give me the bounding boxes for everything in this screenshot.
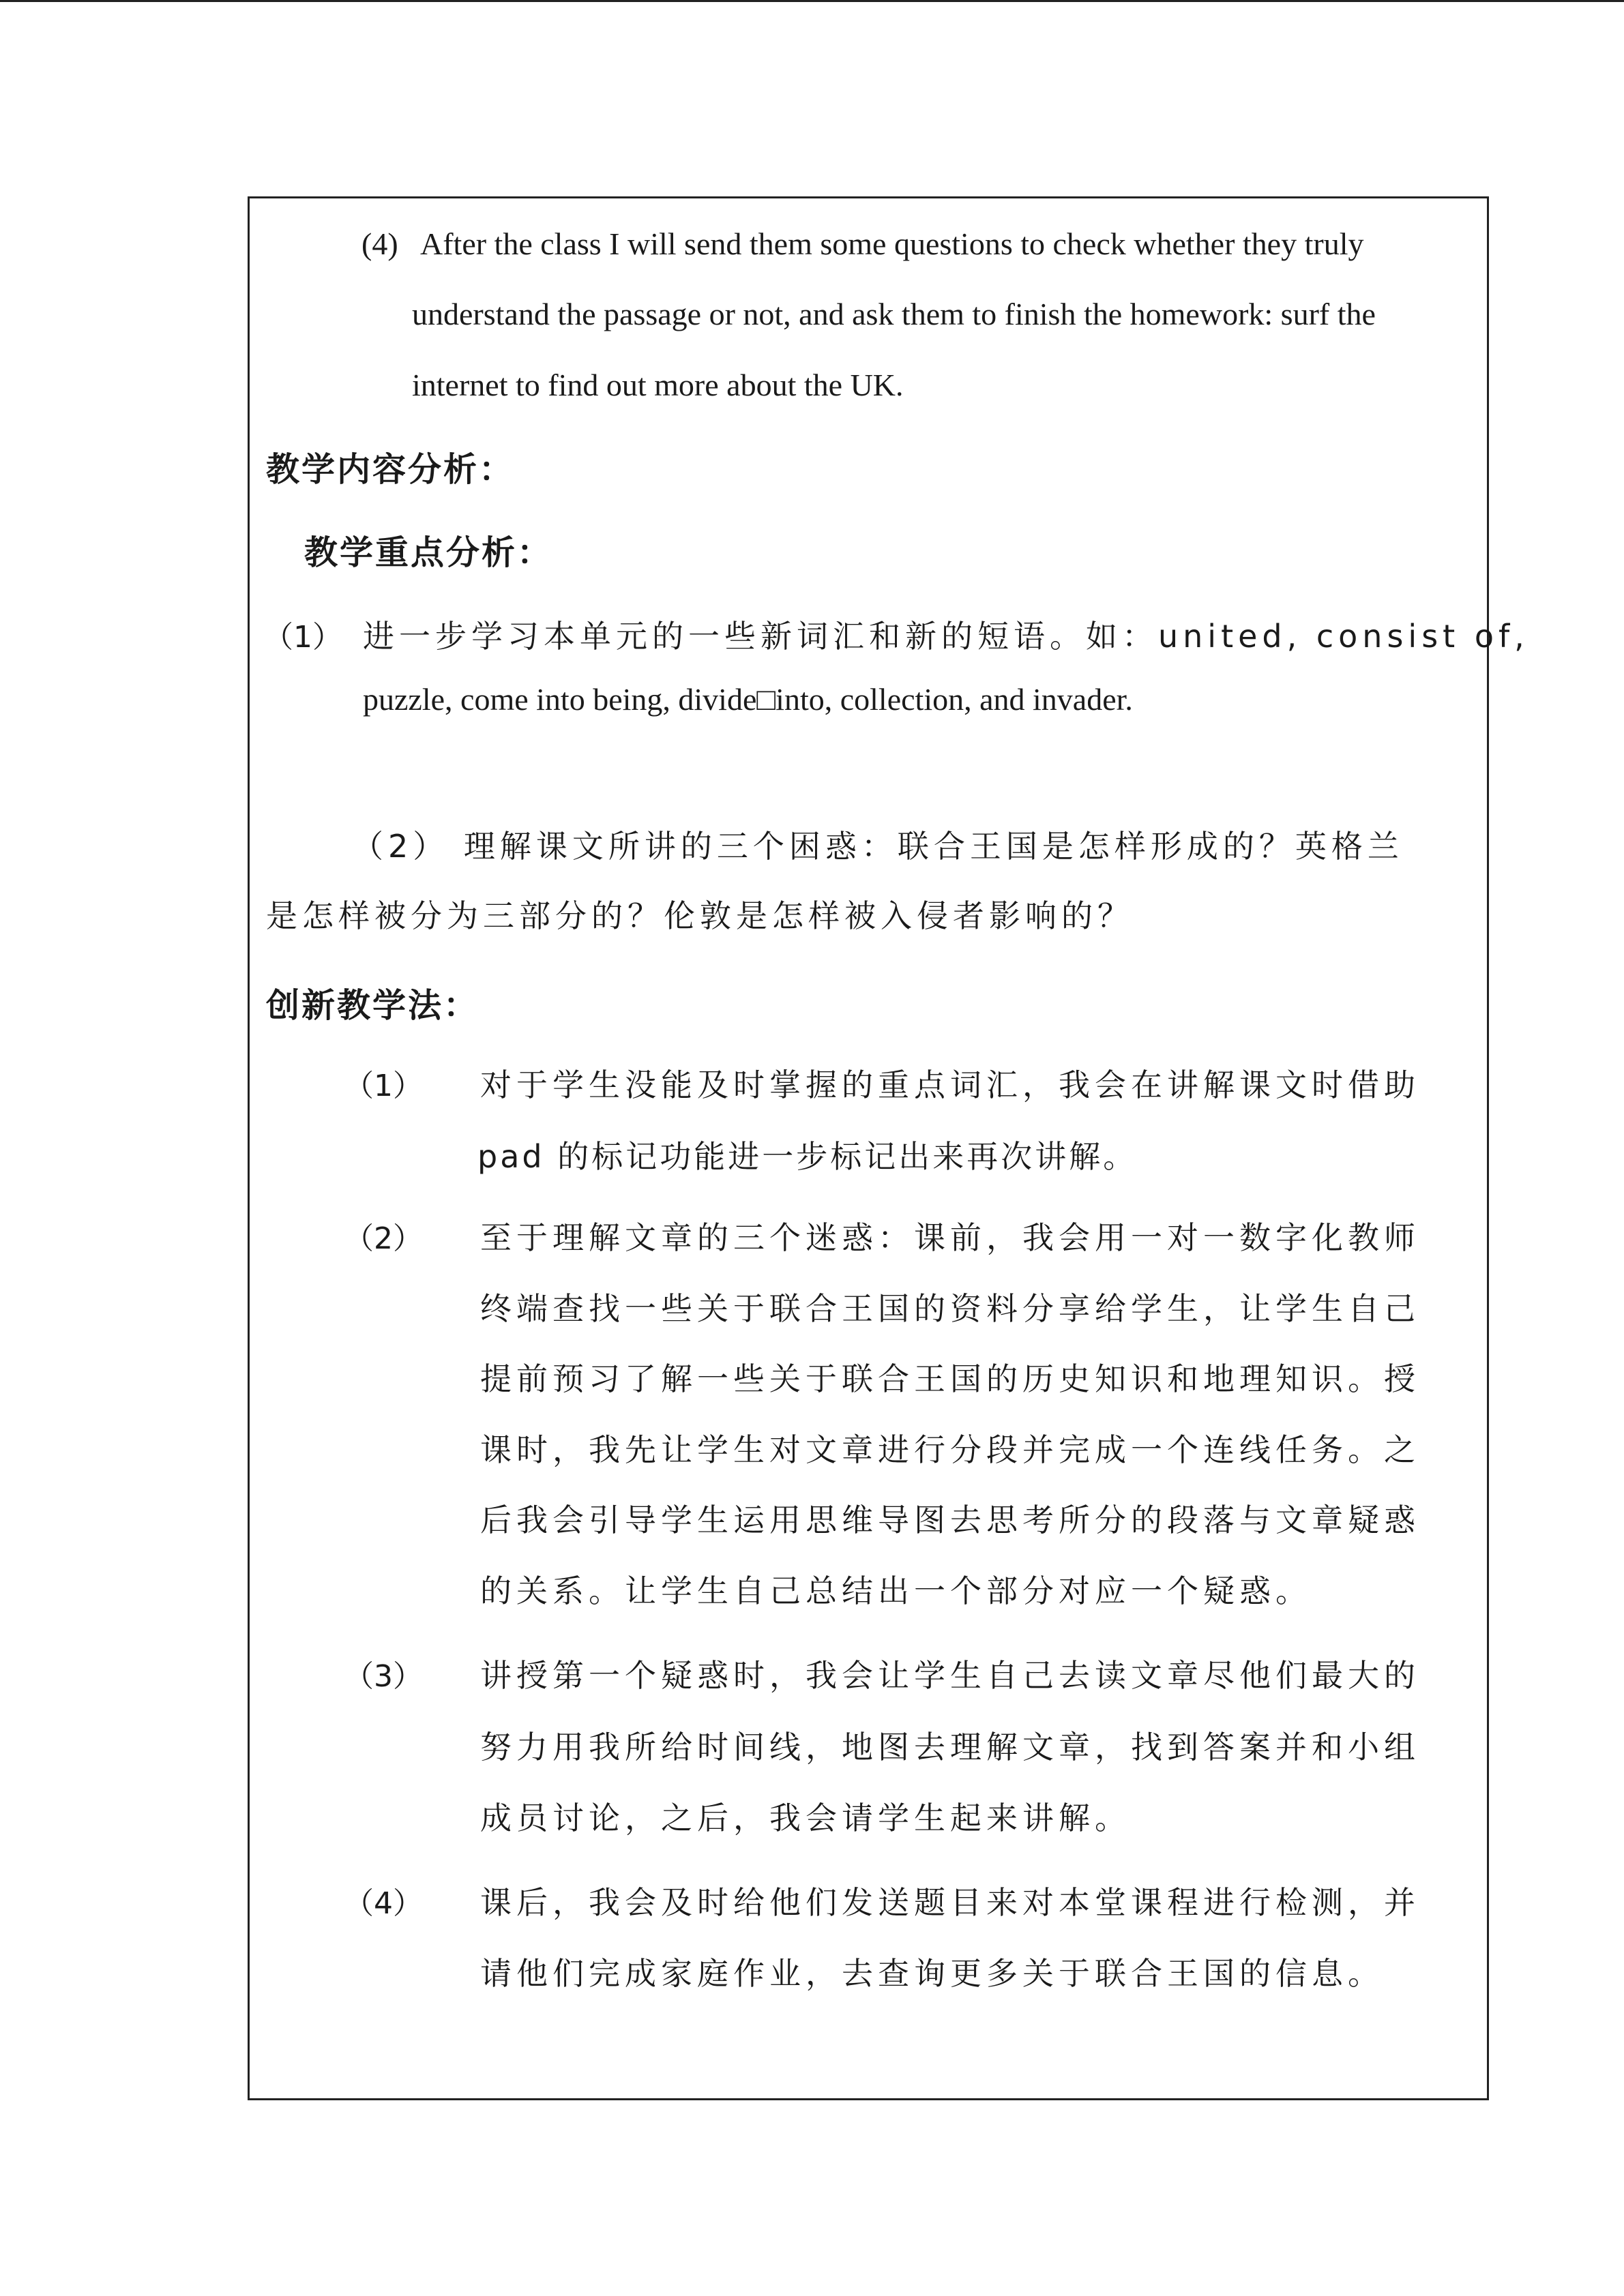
- innovation-item-2-line-3: 提前预习了解一些关于联合王国的历史知识和地理知识。授: [480, 1360, 1420, 1397]
- key-point-1-number: （1）: [263, 620, 342, 655]
- english-item-line-3: internet to find out more about the UK.: [412, 368, 904, 402]
- top-rule: [0, 0, 1624, 2]
- key-points-subheading: 教学重点分析：: [304, 533, 553, 572]
- innovation-heading: 创新教学法：: [266, 986, 479, 1025]
- innovation-item-2-line-4: 课时，我先让学生对文章进行分段并完成一个连线任务。之: [480, 1431, 1420, 1468]
- content-analysis-heading: 教学内容分析：: [266, 450, 515, 489]
- innovation-item-3-line-1: 讲授第一个疑惑时，我会让学生自己去读文章尽他们最大的: [480, 1657, 1420, 1694]
- innovation-item-3-line-2: 努力用我所给时间线，地图去理解文章，找到答案并和小组: [480, 1729, 1420, 1765]
- english-item-line-2: understand the passage or not, and ask them to finish the homework: surf the: [412, 297, 1376, 331]
- key-point-1-line-1: 进一步学习本单元的一些新词汇和新的短语。如：united, consist of,: [363, 618, 1529, 655]
- key-point-2-line-1: （2） 理解课文所讲的三个困惑：联合王国是怎样形成的？英格兰: [352, 828, 1404, 865]
- innovation-item-4-line-1: 课后，我会及时给他们发送题目来对本堂课程进行检测，并: [480, 1884, 1420, 1921]
- innovation-item-1-line-2: pad 的标记功能进一步标记出来再次讲解。: [477, 1138, 1138, 1175]
- english-item-line-1: After the class I will send them some questions to check whether they truly: [420, 226, 1364, 261]
- innovation-item-3-number: （3）: [344, 1659, 423, 1694]
- innovation-item-4-number: （4）: [344, 1886, 423, 1921]
- innovation-item-1-number: （1）: [344, 1069, 423, 1103]
- innovation-item-3-line-3: 成员讨论，之后，我会请学生起来讲解。: [480, 1800, 1131, 1836]
- key-point-2-line-2: 是怎样被分为三部分的？伦敦是怎样被入侵者影响的？: [266, 897, 1134, 934]
- innovation-item-2-line-6: 的关系。让学生自己总结出一个部分对应一个疑惑。: [480, 1572, 1312, 1609]
- innovation-item-4-line-2: 请他们完成家庭作业，去查询更多关于联合王国的信息。: [480, 1955, 1384, 1992]
- innovation-item-2-line-5: 后我会引导学生运用思维导图去思考所分的段落与文章疑惑: [480, 1502, 1420, 1538]
- english-item-number: (4): [361, 226, 398, 261]
- innovation-item-2-number: （2）: [344, 1221, 423, 1256]
- innovation-item-1-line-1: 对于学生没能及时掌握的重点词汇，我会在讲解课文时借助: [480, 1067, 1420, 1103]
- key-point-1-line-2: puzzle, come into being, divide□into, collection, and invader.: [363, 682, 1133, 717]
- innovation-item-2-line-2: 终端查找一些关于联合王国的资料分享给学生，让学生自己: [480, 1290, 1420, 1327]
- innovation-item-2-line-1: 至于理解文章的三个迷惑：课前，我会用一对一数字化教师: [480, 1219, 1420, 1256]
